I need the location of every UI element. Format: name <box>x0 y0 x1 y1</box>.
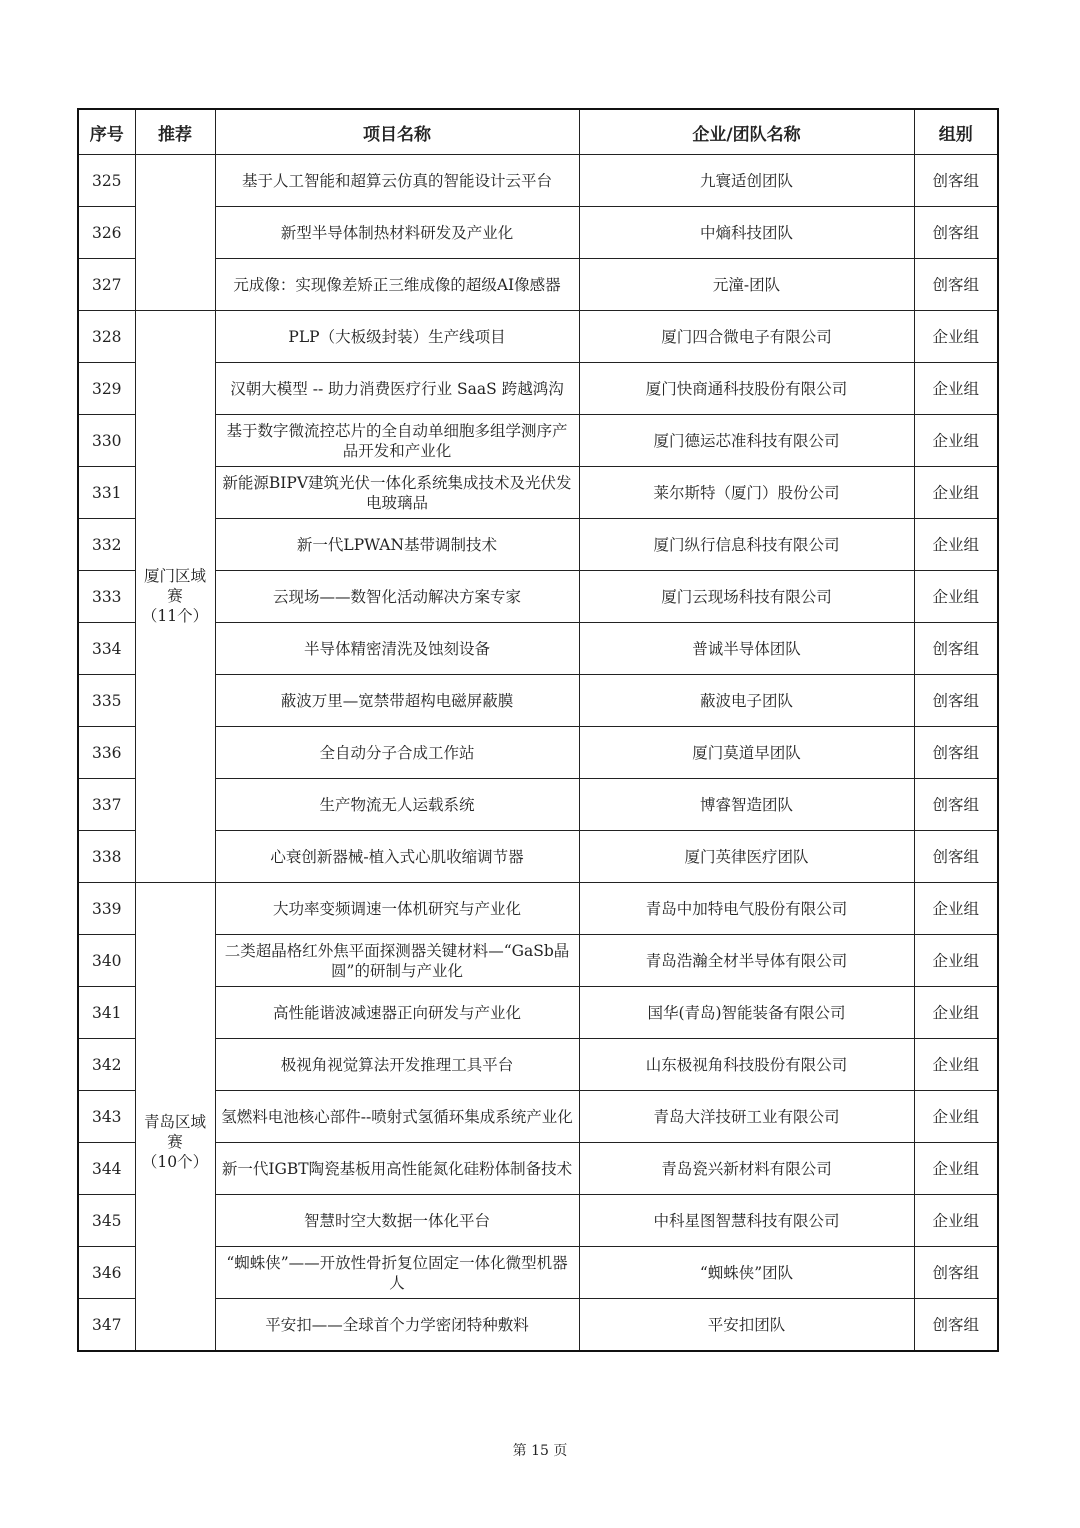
row-number: 345 <box>78 1195 135 1247</box>
team-name: “蜘蛛侠”团队 <box>579 1247 914 1299</box>
table-row <box>78 727 998 779</box>
table-row <box>78 675 998 727</box>
header-group: 组别 <box>914 109 998 155</box>
team-name: 博睿智造团队 <box>579 779 914 831</box>
team-name: 青岛大洋技研工业有限公司 <box>579 1091 914 1143</box>
row-number: 325 <box>78 155 135 207</box>
team-name: 青岛浩瀚全材半导体有限公司 <box>579 935 914 987</box>
team-name: 元潼-团队 <box>579 259 914 311</box>
group-name: 创客组 <box>914 155 998 207</box>
team-name: 厦门快商通科技股份有限公司 <box>579 363 914 415</box>
team-name: 厦门四合微电子有限公司 <box>579 311 914 363</box>
team-name: 厦门英律医疗团队 <box>579 831 914 883</box>
table-header-row <box>78 109 998 155</box>
project-name: 二类超晶格红外焦平面探测器关键材料—“GaSb晶圆”的研制与产业化 <box>215 935 579 987</box>
team-name: 国华(青岛)智能装备有限公司 <box>579 987 914 1039</box>
group-name: 企业组 <box>914 467 998 519</box>
table-row <box>78 831 998 883</box>
project-name: 新一代IGBT陶瓷基板用高性能氮化硅粉体制备技术 <box>215 1143 579 1195</box>
row-number: 332 <box>78 519 135 571</box>
table-row <box>78 623 998 675</box>
row-number: 342 <box>78 1039 135 1091</box>
project-name: 元成像：实现像差矫正三维成像的超级AI像感器 <box>215 259 579 311</box>
region-name: 厦门区域赛 <box>143 567 206 605</box>
group-name: 企业组 <box>914 1195 998 1247</box>
header-no: 序号 <box>78 109 135 155</box>
table-row <box>78 1143 998 1195</box>
region-count: （10个） <box>141 1153 209 1171</box>
project-name: 氢燃料电池核心部件--喷射式氢循环集成系统产业化 <box>215 1091 579 1143</box>
table-row <box>78 1091 998 1143</box>
table-row <box>78 259 998 311</box>
team-name: 蔽波电子团队 <box>579 675 914 727</box>
group-name: 企业组 <box>914 311 998 363</box>
group-name: 创客组 <box>914 727 998 779</box>
group-name: 企业组 <box>914 935 998 987</box>
team-name: 山东极视角科技股份有限公司 <box>579 1039 914 1091</box>
table-row <box>78 311 998 363</box>
group-name: 创客组 <box>914 207 998 259</box>
project-name: 智慧时空大数据一体化平台 <box>215 1195 579 1247</box>
group-name: 创客组 <box>914 675 998 727</box>
table-row <box>78 1195 998 1247</box>
table-row <box>78 935 998 987</box>
row-number: 335 <box>78 675 135 727</box>
group-name: 创客组 <box>914 1299 998 1352</box>
project-name: 高性能谐波减速器正向研发与产业化 <box>215 987 579 1039</box>
row-number: 336 <box>78 727 135 779</box>
project-name: 生产物流无人运载系统 <box>215 779 579 831</box>
header-team: 企业/团队名称 <box>579 109 914 155</box>
row-number: 344 <box>78 1143 135 1195</box>
team-name: 厦门云现场科技有限公司 <box>579 571 914 623</box>
row-number: 337 <box>78 779 135 831</box>
group-name: 创客组 <box>914 779 998 831</box>
table-row <box>78 571 998 623</box>
row-number: 343 <box>78 1091 135 1143</box>
project-name: PLP（大板级封装）生产线项目 <box>215 311 579 363</box>
project-name: 新一代LPWAN基带调制技术 <box>215 519 579 571</box>
region-cell <box>135 311 215 883</box>
table-row <box>78 363 998 415</box>
table-row <box>78 207 998 259</box>
table-row <box>78 519 998 571</box>
row-number: 328 <box>78 311 135 363</box>
project-name: 新型半导体制热材料研发及产业化 <box>215 207 579 259</box>
row-number: 329 <box>78 363 135 415</box>
header-project: 项目名称 <box>215 109 579 155</box>
team-name: 普诚半导体团队 <box>579 623 914 675</box>
region-cell <box>135 883 215 1352</box>
project-name: 极视角视觉算法开发推理工具平台 <box>215 1039 579 1091</box>
group-name: 企业组 <box>914 519 998 571</box>
group-name: 企业组 <box>914 883 998 935</box>
group-name: 企业组 <box>914 1143 998 1195</box>
group-name: 创客组 <box>914 831 998 883</box>
team-name: 青岛瓷兴新材料有限公司 <box>579 1143 914 1195</box>
team-name: 九寰适创团队 <box>579 155 914 207</box>
row-number: 326 <box>78 207 135 259</box>
table-row <box>78 415 998 467</box>
row-number: 334 <box>78 623 135 675</box>
region-count: （11个） <box>141 607 209 625</box>
team-name: 平安扣团队 <box>579 1299 914 1352</box>
region-cell <box>135 155 215 311</box>
table-row <box>78 155 998 207</box>
project-name: 平安扣——全球首个力学密闭特种敷料 <box>215 1299 579 1352</box>
project-name: 全自动分子合成工作站 <box>215 727 579 779</box>
group-name: 创客组 <box>914 1247 998 1299</box>
group-name: 创客组 <box>914 623 998 675</box>
group-name: 企业组 <box>914 415 998 467</box>
project-name: “蜘蛛侠”——开放性骨折复位固定一体化微型机器人 <box>215 1247 579 1299</box>
row-number: 327 <box>78 259 135 311</box>
project-name: 汉朝大模型 -- 助力消费医疗行业 SaaS 跨越鸿沟 <box>215 363 579 415</box>
award-table <box>77 108 999 1352</box>
row-number: 330 <box>78 415 135 467</box>
table-row <box>78 1299 998 1352</box>
row-number: 346 <box>78 1247 135 1299</box>
project-name: 新能源BIPV建筑光伏一体化系统集成技术及光伏发电玻璃品 <box>215 467 579 519</box>
group-name: 企业组 <box>914 571 998 623</box>
table-row <box>78 883 998 935</box>
project-name: 大功率变频调速一体机研究与产业化 <box>215 883 579 935</box>
project-name: 基于人工智能和超算云仿真的智能设计云平台 <box>215 155 579 207</box>
project-name: 蔽波万里—宽禁带超构电磁屏蔽膜 <box>215 675 579 727</box>
region-name: 青岛区域赛 <box>143 1113 206 1151</box>
row-number: 339 <box>78 883 135 935</box>
team-name: 中科星图智慧科技有限公司 <box>579 1195 914 1247</box>
group-name: 企业组 <box>914 1039 998 1091</box>
team-name: 青岛中加特电气股份有限公司 <box>579 883 914 935</box>
team-name: 厦门德运芯准科技有限公司 <box>579 415 914 467</box>
row-number: 338 <box>78 831 135 883</box>
team-name: 厦门莫道早团队 <box>579 727 914 779</box>
project-name: 心衰创新器械-植入式心肌收缩调节器 <box>215 831 579 883</box>
row-number: 341 <box>78 987 135 1039</box>
row-number: 347 <box>78 1299 135 1352</box>
table-row <box>78 1247 998 1299</box>
page-number: 第 15 页 <box>512 1443 568 1459</box>
project-name: 云现场——数智化活动解决方案专家 <box>215 571 579 623</box>
group-name: 创客组 <box>914 259 998 311</box>
team-name: 中熵科技团队 <box>579 207 914 259</box>
row-number: 333 <box>78 571 135 623</box>
row-number: 340 <box>78 935 135 987</box>
group-name: 企业组 <box>914 363 998 415</box>
header-recommend: 推荐 <box>135 109 215 155</box>
table-row <box>78 1039 998 1091</box>
row-number: 331 <box>78 467 135 519</box>
table-row <box>78 779 998 831</box>
group-name: 企业组 <box>914 987 998 1039</box>
table-row <box>78 467 998 519</box>
team-name: 厦门纵行信息科技有限公司 <box>579 519 914 571</box>
group-name: 企业组 <box>914 1091 998 1143</box>
project-name: 基于数字微流控芯片的全自动单细胞多组学测序产品开发和产业化 <box>215 415 579 467</box>
table-row <box>78 987 998 1039</box>
project-name: 半导体精密清洗及蚀刻设备 <box>215 623 579 675</box>
team-name: 莱尔斯特（厦门）股份公司 <box>579 467 914 519</box>
